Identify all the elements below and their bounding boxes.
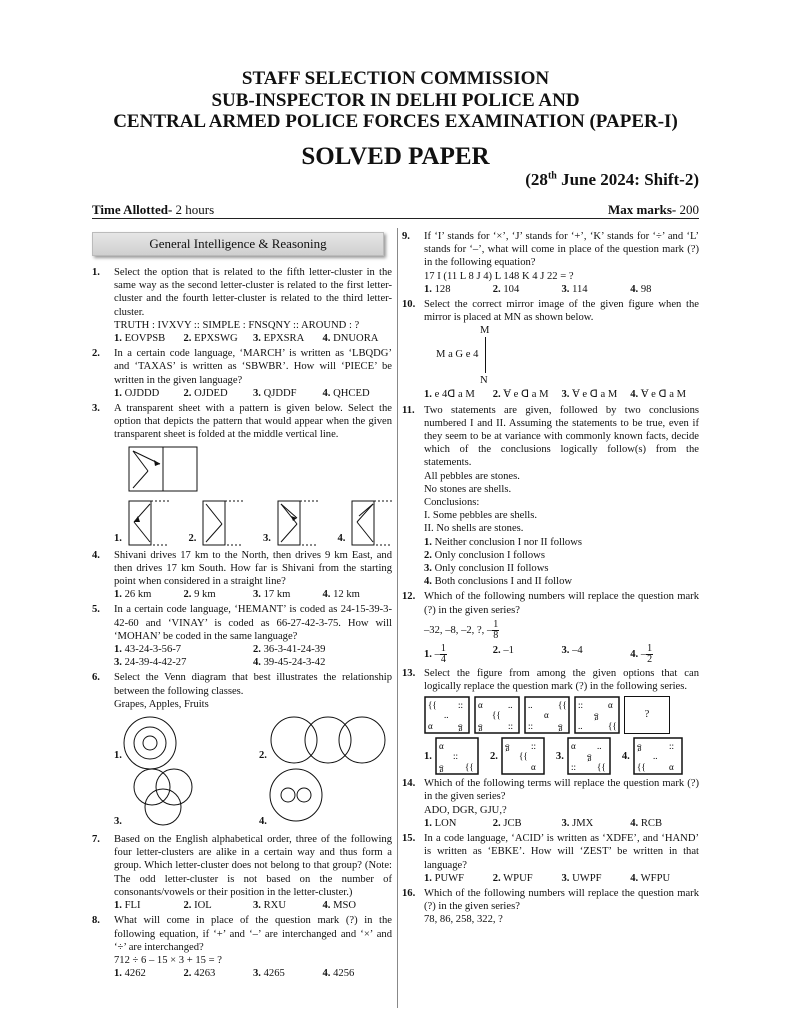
exam-date: (28th June 2024: Shift-2) — [525, 170, 699, 189]
q3-option-1-figure — [128, 500, 169, 546]
svg-text:::: :: — [668, 741, 674, 752]
q13-option-2-figure — [501, 737, 545, 775]
svg-text:{{: {{ — [518, 751, 528, 762]
svg-text:{{: {{ — [596, 762, 606, 773]
question-6: 6. Select the Venn diagram that best illustrates the relationship between the following classes. Grapes, Apples, Fruits 1. 2. 3. 4. — [92, 671, 392, 831]
svg-text:..: .. — [444, 710, 449, 721]
mirror-figure: M M a G e 4 N — [436, 325, 490, 387]
question-12: 12. Which of the following numbers will replace the question mark (?) in the given series? –32, –8, –2, ?, – $\frac{1}{8}$ 1. – $\frac{1}{4}$ 2. –1 3. –4 4. – $\frac{1}{2}$ — [402, 591, 699, 665]
svg-text:ᵷ: ᵷ — [636, 741, 642, 752]
question-2: 2. In a certain code language, ‘MARCH’ is written as ‘LBQDG’ and ‘TAXAS’ is written as ‘SBWBR’. How will ‘PIECE’ be written in the given language? 1. OJDDD 2. OJDED 3. QJDDF 4. QHCED — [92, 348, 392, 399]
svg-text:α: α — [544, 710, 549, 721]
svg-text:..: .. — [652, 751, 658, 762]
svg-text:{{: {{ — [608, 721, 617, 732]
question-9: 9. If ‘I’ stands for ‘×’, ‘J’ stands for ‘+’, ‘K’ stands for ‘÷’ and ‘L’ stands for ‘–’, what will come in place of the question mark (?) in the following equation? 17 I (11 L 8 J 4) L 148 K 4 J 22 = ? 1. 128 2. 104 3. 114 4. 98 — [402, 231, 699, 295]
q6-venn-options: 1. 2. 3. 4. — [114, 715, 392, 831]
q13-series-figure-4 — [574, 696, 620, 734]
svg-text:α: α — [608, 700, 613, 711]
svg-text:{{: {{ — [558, 700, 567, 711]
q6-option-1-venn — [122, 715, 192, 771]
question-3: 3. A transparent sheet with a pattern is given below. Select the option that depicts the pattern that would appear when the given transparent sheet is folded at the middle vertical line. 1. 2. 3. 4. — [92, 402, 392, 546]
svg-text:::: :: — [528, 721, 534, 732]
svg-text:ᵷ: ᵷ — [504, 741, 510, 752]
svg-text:::: :: — [530, 741, 536, 752]
svg-text:..: .. — [528, 700, 533, 711]
svg-text:α: α — [478, 700, 483, 711]
svg-text:α: α — [428, 721, 433, 732]
svg-text:{{: {{ — [464, 762, 474, 773]
svg-text:..: .. — [596, 741, 602, 752]
q13-series-figure-3 — [524, 696, 570, 734]
svg-text:::: :: — [452, 751, 458, 762]
svg-text:::: :: — [578, 700, 584, 711]
column-divider — [397, 228, 398, 1008]
svg-text:ᵷ: ᵷ — [458, 721, 463, 732]
question-4: 4. Shivani drives 17 km to the North, then drives 9 km East, and then drives 17 km South. How far is Shivani from the starting point when considered in a straight line? 1. 26 km 2. 9 km 3. 17 km 4. 12 km — [92, 549, 392, 601]
svg-text:ᵷ: ᵷ — [558, 721, 563, 732]
svg-text:ᵷ: ᵷ — [594, 710, 599, 721]
svg-text:..: .. — [508, 700, 513, 711]
q3-option-2-figure — [202, 500, 243, 546]
svg-text:{{: {{ — [428, 700, 437, 711]
question-8: 8. What will come in place of the question mark (?) in the following equation, if ‘+’ and ‘–’ are interchanged and ‘×’ and ‘÷’ are interchanged? 712 ÷ 6 – 15 × 3 + 15 = ? 1. 4262 2. 4263 3. 4265 4. 4256 — [92, 915, 392, 980]
q13-series-figure-2 — [474, 696, 520, 734]
header-line-1: STAFF SELECTION COMMISSION — [241, 68, 550, 89]
mirror-line — [485, 337, 486, 373]
svg-text:α: α — [668, 762, 674, 773]
header-rule — [92, 218, 699, 219]
svg-text:..: .. — [578, 721, 583, 732]
question-5: 5. In a certain code language, ‘HEMANT’ is coded as 24-15-39-3-42-60 and ‘VINAY’ is coded as 66-27-42-3-75. How will ‘MOHAN’ be coded in the same language? 1. 43-24-3-56-7 2. 36-3-41-24-39 3. 24-39-4-42-27 4. 39-45-24-3-42 — [92, 604, 392, 669]
left-column — [92, 232, 392, 982]
svg-text:::: :: — [508, 721, 514, 732]
question-14: 14. Which of the following terms will replace the question mark (?) in the given series? ADO, DGR, GJU,? 1. LON 2. JCB 3. JMX 4. RCB — [402, 778, 699, 829]
q6-option-3-venn — [124, 767, 204, 829]
time-allotted: Time Allotted- 2 hours — [92, 202, 215, 217]
question-1: 1. Select the option that is related to the fifth letter-cluster in the same way as the second letter-cluster is related to the first letter-cluster and the fourth letter-cluster is related to the third letter-cluster. TRUTH : IVXVY :: SIMPLE : FNSQNY :: AROUND : ? 1. EOVPSB 2. EPXSWG 3. EPXSRA 4. DNUORA — [92, 267, 392, 345]
svg-text:ᵷ: ᵷ — [438, 762, 444, 773]
svg-text:::: :: — [570, 762, 576, 773]
q6-option-2-venn — [266, 715, 396, 765]
q13-series — [424, 696, 699, 734]
right-column — [402, 230, 699, 929]
svg-text:α: α — [530, 762, 536, 773]
q13-option-3-figure — [567, 737, 611, 775]
question-16: 16. Which of the following numbers will replace the question mark (?) in the given series? 78, 86, 258, 322, ? — [402, 887, 699, 926]
svg-text:α: α — [438, 741, 444, 752]
q3-option-3-figure — [277, 500, 318, 546]
q13-option-4-figure — [633, 737, 683, 775]
q13-series-figure-1 — [424, 696, 470, 734]
question-15: 15. In a code language, ‘ACID’ is written as ‘XDFE’, and ‘HAND’ is written as ‘EBKE’. How will ‘ZEST’ be written in that language? 1. PUWF 2. WPUF 3. UWPF 4. WFPU — [402, 833, 699, 884]
q13-options: 1. α :: ᵷ {{ 2. ᵷ :: {{ α 3. α .. ᵷ :: {{ 4. ᵷ :: .. {{ α — [424, 737, 699, 775]
q3-options: 1. 2. 3. 4. — [114, 500, 392, 546]
question-7: 7. Based on the English alphabetical order, three of the following four letter-clusters are alike in a certain way and thus form a group. Which letter-cluster does not belong to that group? (Note: The odd letter-cluster is not based on the number of consonants/vowels or their position in the letter-cluster.) 1. FLI 2. IOL 3. RXU 4. MSO — [92, 834, 392, 912]
svg-text:::: :: — [458, 700, 464, 711]
q3-option-4-figure — [351, 500, 392, 546]
q13-question-box: ? — [624, 696, 670, 734]
question-11: 11. Two statements are given, followed by two conclusions numbered I and II. Assuming the statements to be true, even if they seem to be at variance with commonly known facts, decide which of the conclusions logically follow(s) from the statements. All pebbles are stones. No stones are shells. Conclusions: I. Some pebbles are shells. II. No shells are stones. 1. Neither conclusion I nor II follows 2. Only conclusion I follows 3. Only conclusion II follows 4. Both conclusions I and II follow — [402, 404, 699, 588]
svg-text:ᵷ: ᵷ — [478, 721, 483, 732]
header-line-3: CENTRAL ARMED POLICE FORCES EXAMINATION (PAPER-I) — [113, 111, 678, 132]
q6-option-4-venn — [266, 767, 328, 823]
svg-text:{{: {{ — [636, 762, 646, 773]
transparent-sheet-figure — [128, 446, 198, 494]
header-line-2: SUB-INSPECTOR IN DELHI POLICE AND — [211, 90, 580, 111]
svg-text:ᵷ: ᵷ — [586, 751, 592, 762]
svg-text:{{: {{ — [492, 710, 501, 721]
max-marks: Max marks- 200 — [608, 202, 699, 217]
section-heading: General Intelligence & Reasoning — [92, 232, 384, 256]
question-10: 10. Select the correct mirror image of the given figure when the mirror is placed at MN as shown below. M M a G e 4 N 1. e 4ᗡ a M 2. Ɐ e ᗡ a M 3. Ɐ e ᗡ a M 4. Ɐ e ᗡ a M — [402, 299, 699, 401]
svg-text:α: α — [570, 741, 576, 752]
page-title: SOLVED PAPER — [301, 143, 490, 170]
question-13: 13. Select the figure from among the given options that can logically replace the question mark (?) in the following series. {{ :: .. α ᵷ α .. {{ ᵷ :: .. {{ α :: ᵷ :: α ᵷ .. {{ ? 1. α :: ᵷ {{ 2. ᵷ :: {{ α 3. α .. ᵷ :: {{ 4. ᵷ :: .. {{ α — [402, 667, 699, 775]
q13-option-1-figure — [435, 737, 479, 775]
